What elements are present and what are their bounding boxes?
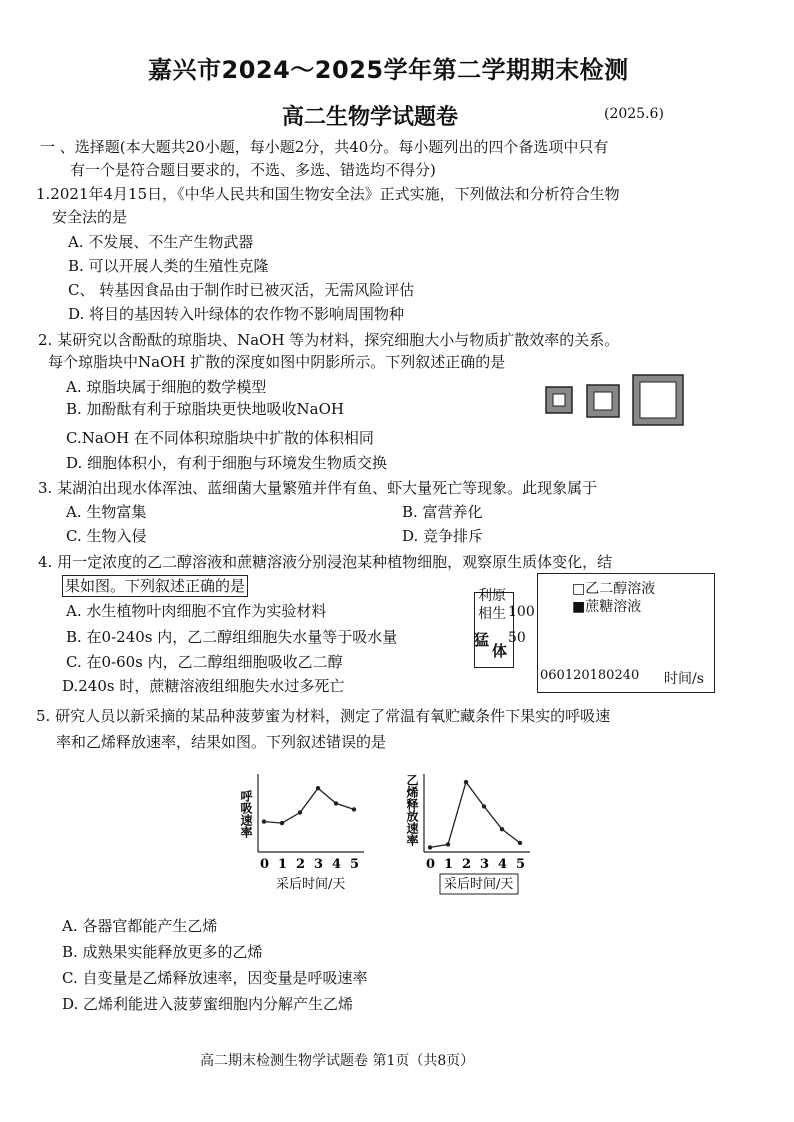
q1-option-a: A. 不发展、不生产生物武器 (68, 233, 254, 251)
agar-blocks-figure (542, 372, 692, 427)
c2-point-4 (500, 827, 504, 831)
q1-option-d: D. 将目的基因转入叶绿体的农作物不影响周围物种 (68, 305, 405, 323)
q2-stem-line1: 2. 某研究以含酚酞的琼脂块、NaOH 等为材料，探究细胞大小与物质扩散效率的关系。 (38, 331, 620, 349)
q5-stem-line2: 率和乙烯释放速率，结果如图。下列叙述错误的是 (56, 733, 387, 751)
agar-block-small (546, 387, 572, 413)
q4-chart-xticks: 060120180240 (540, 668, 640, 683)
q4-option-d: D.240s 时，蔗糖溶液组细胞失水过多死亡 (62, 677, 345, 695)
c2-point-0 (428, 845, 432, 849)
c1-point-3 (316, 786, 320, 790)
section-instructions-line2: 有一个是符合题目要求的，不选、多选、错选均不得分) (70, 161, 436, 179)
q2-option-a: A. 琼脂块属于细胞的数学模型 (66, 378, 267, 396)
q5-option-a: A. 各器官都能产生乙烯 (62, 917, 218, 935)
q1-option-b: B. 可以开展人类的生殖性克隆 (68, 257, 269, 275)
q2-option-c: C.NaOH 在不同体积琼脂块中扩散的体积相同 (66, 429, 374, 447)
q3-stem: 3. 某湖泊出现水体浑浊、蓝细菌大量繁殖并伴有鱼、虾大量死亡等现象。此现象属于 (38, 479, 598, 497)
c1-point-4 (334, 801, 338, 805)
q4-chart-legend-sucrose: ■蔗糖溶液 (572, 599, 642, 615)
q2-option-b: B. 加酚酞有利于琼脂块更快地吸收NaOH (66, 400, 345, 418)
c2-xtick-0: 0 (426, 857, 436, 872)
q5-ethylene-chart (402, 770, 542, 895)
q4-stem-line1: 4. 用一定浓度的乙二醇溶液和蔗糖溶液分别浸泡某种植物细胞，观察原生质体变化，结 (38, 553, 613, 571)
q4-chart-ylabel-d: 体 (492, 642, 508, 660)
c1-xtick-5: 5 (350, 857, 360, 872)
q3-option-a: A. 生物富集 (66, 503, 147, 521)
q1-option-c: C、 转基因食品由于制作时已被灭活，无需风险评估 (68, 281, 415, 299)
q4-option-b: B. 在0-240s 内，乙二醇组细胞失水量等于吸水量 (66, 628, 398, 646)
exam-subtitle: 高二生物学试题卷 (282, 105, 459, 130)
q4-chart-ylabel-a: 利原 (478, 588, 506, 604)
q3-option-b: B. 富营养化 (402, 503, 483, 521)
q5-option-c: C. 自变量是乙烯释放速率，因变量是呼吸速率 (62, 969, 368, 987)
q3-option-d: D. 竞争排斥 (402, 527, 484, 545)
chart2-series-line (430, 782, 520, 847)
page-footer: 高二期末检测生物学试题卷 第1页（共8页） (200, 1053, 475, 1069)
c1-point-2 (298, 810, 302, 814)
q4-chart-legend-glycol: □乙二醇溶液 (572, 581, 656, 597)
q4-chart-y50: 50 (508, 630, 526, 646)
c2-xtick-2: 2 (462, 857, 472, 872)
q5-option-d: D. 乙烯利能进入菠萝蜜细胞内分解产生乙烯 (62, 995, 354, 1013)
chart1-ylabel: 呼吸速率 (239, 790, 253, 838)
q5-option-b: B. 成熟果实能释放更多的乙烯 (62, 943, 263, 961)
c2-xtick-4: 4 (498, 857, 508, 872)
c1-xtick-3: 3 (314, 857, 324, 872)
c2-point-1 (446, 842, 450, 846)
q1-stem-line1: 1.2021年4月15日，《中华人民共和国生物安全法》正式实施，下列做法和分析符合生物 (36, 185, 620, 203)
chart2-xlabel: 采后时间/天 (444, 877, 514, 892)
exam-title: 嘉兴市2024～2025学年第二学期期末检测 (148, 56, 629, 84)
c2-xtick-3: 3 (480, 857, 490, 872)
c1-xtick-1: 1 (278, 857, 288, 872)
q4-chart-ylabel-c: 猛 (474, 631, 490, 649)
c2-point-5 (518, 841, 522, 845)
q5-respiration-chart (236, 770, 376, 895)
q4-chart-ylabel-b: 相生 (478, 606, 506, 622)
q2-option-d: D. 细胞体积小，有利于细胞与环境发生物质交换 (66, 454, 388, 472)
c2-point-3 (482, 804, 486, 808)
q1-stem-line2: 安全法的是 (52, 208, 128, 226)
q4-stem-line2: 果如图。下列叙述正确的是 (62, 575, 248, 597)
q4-option-a: A. 水生植物叶肉细胞不宜作为实验材料 (66, 602, 327, 620)
chart2-ylabel: 乙烯释放速率 (405, 774, 419, 846)
agar-block-large (633, 375, 683, 425)
section-instructions-line1: 一 、选择题(本大题共20小题，每小题2分，共40分。每小题列出的四个备选项中只有 (40, 138, 609, 156)
c1-xtick-4: 4 (332, 857, 342, 872)
c2-xtick-5: 5 (516, 857, 526, 872)
chart1-xlabel: 采后时间/天 (276, 877, 346, 892)
c1-xtick-0: 0 (260, 857, 270, 872)
q5-stem-line1: 5. 研究人员以新采摘的某品种菠萝蜜为材料，测定了常温有氧贮藏条件下果实的呼吸速 (36, 707, 611, 725)
exam-date: (2025.6) (604, 106, 664, 122)
q4-option-c: C. 在0-60s 内，乙二醇组细胞吸收乙二醇 (66, 653, 343, 671)
chart1-series-line (264, 788, 354, 823)
q4-chart (470, 572, 715, 694)
c2-xtick-1: 1 (444, 857, 454, 872)
c1-point-0 (262, 819, 266, 823)
agar-block-medium (587, 385, 619, 417)
q4-chart-xlabel: 时间/s (664, 671, 704, 687)
c2-point-2 (464, 780, 468, 784)
c1-xtick-2: 2 (296, 857, 306, 872)
c1-point-1 (280, 821, 284, 825)
q2-stem-line2: 每个琼脂块中NaOH 扩散的深度如图中阴影所示。下列叙述正确的是 (48, 353, 506, 371)
c1-point-5 (352, 807, 356, 811)
q3-option-c: C. 生物入侵 (66, 527, 147, 545)
q4-chart-y100: 100 (508, 604, 535, 620)
